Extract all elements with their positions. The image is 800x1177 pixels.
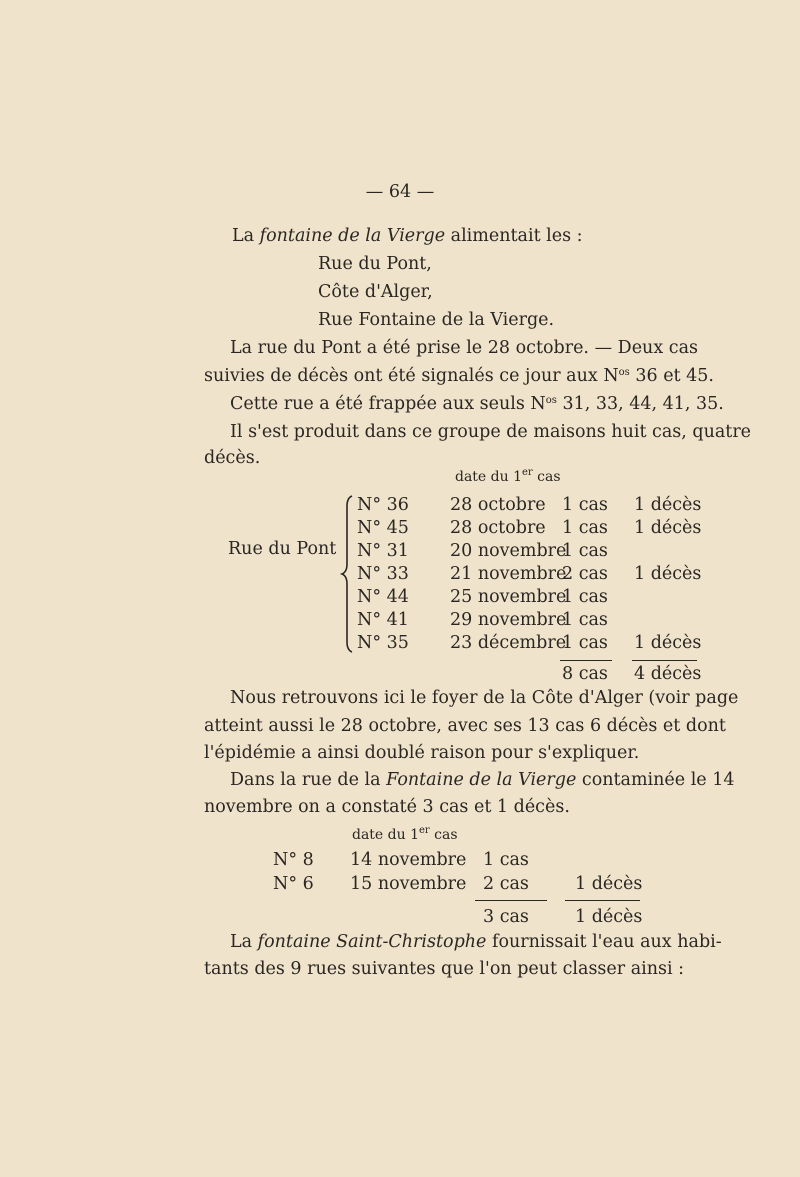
- paragraph-line: décès.: [204, 448, 261, 468]
- table2-total-cases: 3 cas: [483, 907, 529, 927]
- row-number: N° 8: [273, 850, 314, 870]
- street-item: Rue du Pont,: [318, 254, 432, 274]
- row-number: N° 45: [357, 518, 409, 538]
- paragraph-line: Il s'est produit dans ce groupe de maisons huit cas, quatre: [230, 422, 752, 442]
- row-deaths: 1 décès: [575, 874, 643, 894]
- table1-street-label: Rue du Pont: [228, 539, 337, 559]
- row-cases: 2 cas: [562, 564, 608, 584]
- row-date: 28 octobre: [450, 495, 546, 515]
- row-number: N° 31: [357, 541, 409, 561]
- paragraph-line: La rue du Pont a été prise le 28 octobre. — Deux cas: [230, 338, 698, 358]
- table1-total-cases: 8 cas: [562, 664, 608, 684]
- intro-before: La: [232, 226, 260, 246]
- row-number: N° 36: [357, 495, 409, 515]
- row-number: N° 44: [357, 587, 409, 607]
- row-date: 29 novembre: [450, 610, 567, 630]
- paragraph-line: atteint aussi le 28 octobre, avec ses 13 cas 6 décès et dont: [204, 716, 726, 736]
- sum-rule: [565, 900, 640, 901]
- paragraph-line: Nous retrouvons ici le foyer de la Côte d'Alger (voir page: [230, 688, 739, 708]
- intro-after: alimentait les :: [445, 226, 583, 246]
- table1-header: date du 1er cas: [455, 467, 561, 485]
- sum-rule: [560, 660, 612, 661]
- row-date: 25 novembre: [450, 587, 567, 607]
- table1-total-deaths: 4 décès: [634, 664, 702, 684]
- brace-icon: [339, 494, 355, 654]
- row-cases: 1 cas: [483, 850, 529, 870]
- paragraph-line: novembre on a constaté 3 cas et 1 décès.: [204, 797, 570, 817]
- row-number: N° 35: [357, 633, 409, 653]
- paragraph-line: suivies de décès ont été signalés ce jour aux $N^{os}$ 36 et 45.: [204, 366, 714, 386]
- row-date: 15 novembre: [350, 874, 467, 894]
- row-cases: 1 cas: [562, 633, 608, 653]
- table2-header: date du 1er cas: [352, 825, 458, 843]
- street-item: Côte d'Alger,: [318, 282, 433, 302]
- paragraph-line: La fontaine Saint-Christophe fournissait l'eau aux habi-: [230, 932, 722, 952]
- intro-italic: fontaine de la Vierge: [259, 226, 446, 246]
- row-date: 21 novembre: [450, 564, 567, 584]
- row-number: N° 33: [357, 564, 409, 584]
- row-deaths: 1 décès: [634, 518, 702, 538]
- row-cases: 1 cas: [562, 541, 608, 561]
- sum-rule: [475, 900, 547, 901]
- row-date: 20 novembre: [450, 541, 567, 561]
- intro-line: [232, 228, 583, 246]
- row-number: N° 41: [357, 610, 409, 630]
- table2-total-deaths: 1 décès: [575, 907, 643, 927]
- row-cases: 1 cas: [562, 587, 608, 607]
- paragraph-line: Cette rue a été frappée aux seuls $N^{os}$ 31, 33, 44, 41, 35.: [230, 394, 724, 414]
- row-number: N° 6: [273, 874, 314, 894]
- paragraph-line: tants des 9 rues suivantes que l'on peut classer ainsi :: [204, 959, 685, 979]
- page-number: — 64 —: [365, 182, 435, 202]
- row-date: 28 octobre: [450, 518, 546, 538]
- street-item: Rue Fontaine de la Vierge.: [318, 310, 555, 330]
- row-cases: 1 cas: [562, 495, 608, 515]
- row-cases: 2 cas: [483, 874, 529, 894]
- sum-rule: [632, 660, 697, 661]
- row-deaths: 1 décès: [634, 564, 702, 584]
- row-date: 23 décembre: [450, 633, 567, 653]
- paragraph-line: l'épidémie a ainsi doublé raison pour s'expliquer.: [204, 743, 640, 763]
- row-date: 14 novembre: [350, 850, 467, 870]
- row-deaths: 1 décès: [634, 495, 702, 515]
- row-cases: 1 cas: [562, 610, 608, 630]
- row-cases: 1 cas: [562, 518, 608, 538]
- row-deaths: 1 décès: [634, 633, 702, 653]
- paragraph-line: Dans la rue de la Fontaine de la Vierge contaminée le 14: [230, 770, 735, 790]
